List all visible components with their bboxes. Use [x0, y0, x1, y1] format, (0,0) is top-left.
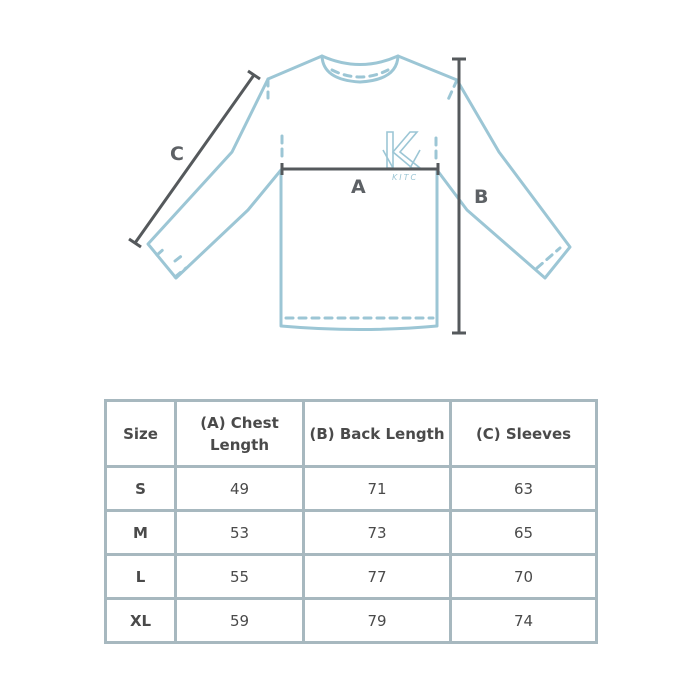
sleeves-cell: 65 [451, 511, 597, 555]
label-a: A [351, 176, 366, 198]
chest-cell: 59 [176, 599, 304, 643]
table-row [106, 467, 597, 511]
table-header-row [106, 401, 597, 467]
sleeve-measure-line [129, 71, 260, 247]
logo-text: KITC [392, 173, 419, 182]
sleeves-cell: 74 [451, 599, 597, 643]
back-cell: 71 [304, 467, 451, 511]
header-sleeves: (C) Sleeves [451, 401, 597, 467]
sleeves-cell: 70 [451, 555, 597, 599]
back-cell: 79 [304, 599, 451, 643]
chest-cell: 55 [176, 555, 304, 599]
kitc-logo [383, 132, 420, 182]
table-row [106, 555, 597, 599]
header-back-length: (B) Back Length [304, 401, 451, 467]
size-cell: L [106, 555, 176, 599]
sleeves-cell: 63 [451, 467, 597, 511]
table-row [106, 511, 597, 555]
size-cell: S [106, 467, 176, 511]
label-c: C [170, 143, 184, 165]
size-cell: XL [106, 599, 176, 643]
size-cell: M [106, 511, 176, 555]
back-measure-line [452, 59, 466, 333]
label-b: B [474, 186, 489, 208]
header-size: Size [106, 401, 176, 467]
back-cell: 73 [304, 511, 451, 555]
header-chest-length: (A) Chest Length [176, 401, 304, 467]
size-chart-table [104, 399, 598, 644]
chest-cell: 49 [176, 467, 304, 511]
back-cell: 77 [304, 555, 451, 599]
table-row [106, 599, 597, 643]
chest-cell: 53 [176, 511, 304, 555]
